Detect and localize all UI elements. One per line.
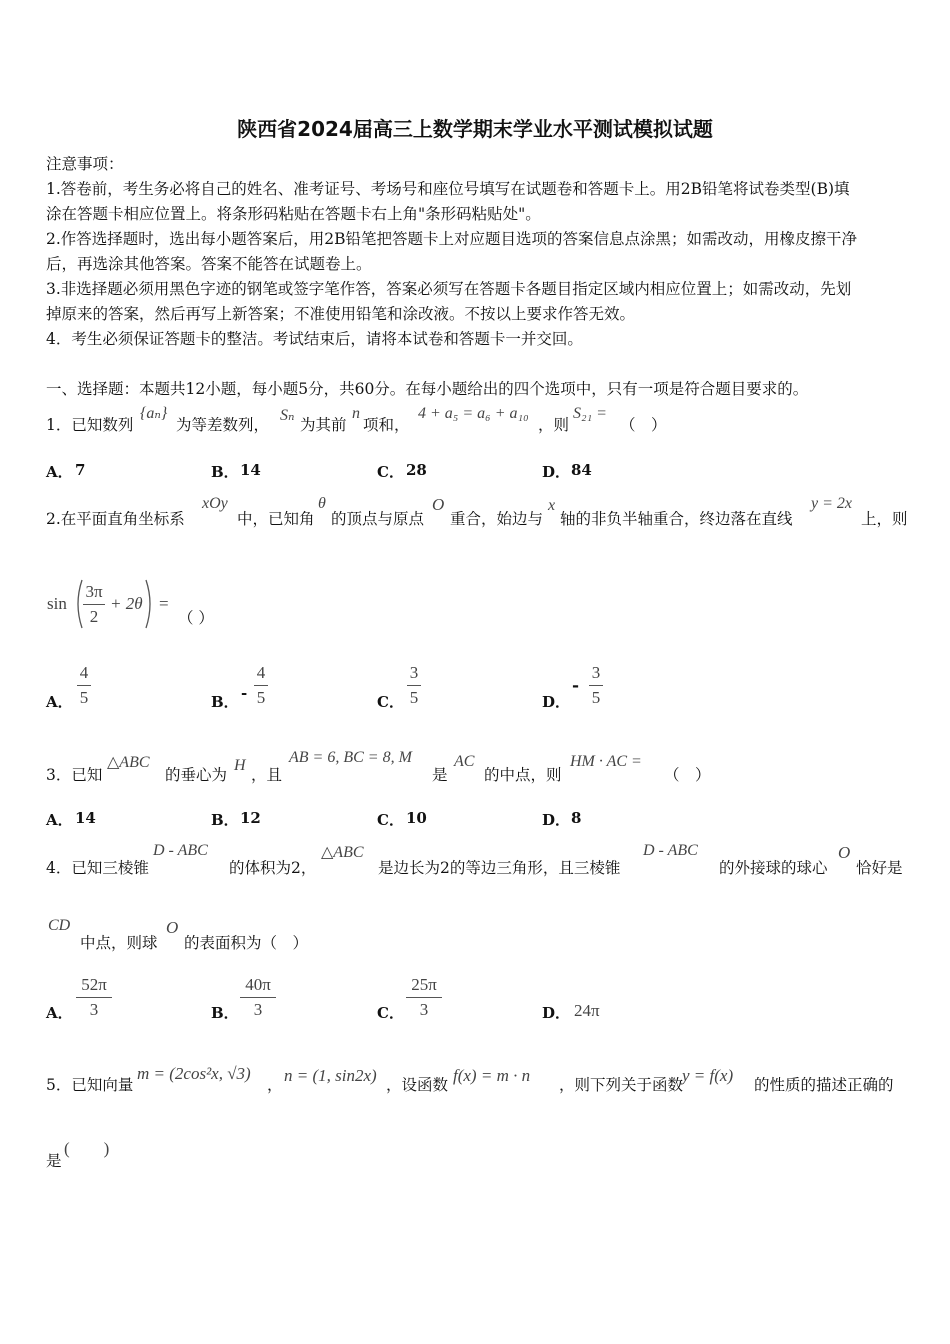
q3-option-c-value: 10 (406, 809, 427, 827)
q5-math-function: f(x) = m · n (453, 1066, 531, 1085)
q2-math-x: x (548, 497, 556, 514)
q1-option-d-value: 84 (571, 461, 592, 479)
q4-option-a-bar (76, 997, 112, 998)
q3-option-c-label: C． (377, 811, 404, 829)
q1-text-2: 为等差数列， (176, 416, 270, 434)
q2-option-d-den: 5 (591, 688, 601, 707)
q4-math-cd: CD (48, 917, 71, 934)
q3-math-lengths: AB = 6, BC = 8, M (289, 749, 412, 766)
q1-answer-paren: （ ） (620, 416, 667, 434)
notice-item-1-line-1: 1.答卷前，考生务必将自己的姓名、准考证号、考场号和座位号填写在试题卷和答题卡上。用2B铅笔将试卷类型(B)填 (46, 180, 850, 198)
q2-option-b-fraction (254, 663, 268, 708)
q5-text-6: 是 (46, 1152, 62, 1170)
q1-option-c-value: 28 (406, 461, 427, 479)
q3-text-2: 的垂心为 (165, 766, 228, 784)
page-title: 陕西省2024届高三上数学期末学业水平测试模拟试题 (237, 117, 713, 141)
q1-option-a-value: 7 (75, 461, 86, 479)
q3-answer-paren: （ ） (664, 766, 711, 784)
q3-text-3: ，且 (251, 766, 283, 784)
q1-math-n: n (352, 405, 360, 422)
q2-plus-2theta: + 2θ (110, 594, 143, 613)
q3-option-d-value: 8 (571, 809, 582, 827)
q3-option-a-value: 14 (75, 809, 96, 827)
q1-math-equation: 4 + a₅ = a₆ + a₁₀ (418, 405, 529, 422)
q5-text-1: 5．已知向量 (46, 1076, 134, 1094)
q2-option-d-label: D． (542, 693, 571, 711)
q2-equals: = (159, 594, 169, 613)
q3-text-4: 是 (432, 766, 448, 784)
q4-text-7: 的表面积为（ ） (184, 934, 309, 952)
q2-option-a-label: A． (46, 693, 73, 711)
q4-option-d-label: D． (542, 1004, 571, 1022)
q2-fraction (83, 582, 105, 627)
q1-option-c-label: C． (377, 463, 404, 481)
q1-math-sequence: {aₙ} (140, 405, 168, 422)
q3-math-h: H (234, 757, 246, 774)
q2-option-a-bar (77, 685, 91, 686)
q2-option-a-num: 4 (79, 663, 89, 682)
q4-option-c-bar (406, 997, 442, 998)
q5-math-y: y = f(x) (682, 1066, 734, 1085)
q4-text-6: 中点，则球 (80, 934, 158, 952)
q4-option-a-label: A． (46, 1004, 73, 1022)
q4-option-b-num: 40π (245, 975, 271, 994)
notice-item-3-line-2: 掉原来的答案，然后再写上新答案；不准使用铅笔和涂改液。不按以上要求作答无效。 (46, 305, 636, 323)
q5-text-4: ，则下列关于函数 (559, 1076, 684, 1094)
q4-math-tetrahedron-2: D - ABC (643, 842, 698, 859)
q3-math-dot-product: HM · AC = (570, 753, 642, 770)
q2-fraction-bar (83, 604, 105, 605)
q5-math-vector-n: n = (1, sin2x) (284, 1066, 377, 1085)
q1-math-s21: S₂₁ = (573, 405, 607, 422)
q2-option-c-num: 3 (409, 663, 419, 682)
q3-math-ac: AC (454, 753, 475, 770)
q4-option-c-num: 25π (411, 975, 437, 994)
q2-option-c-bar (407, 685, 421, 686)
q2-math-line: y = 2x (811, 495, 852, 512)
q2-sin: sin (47, 594, 67, 613)
q3-option-b-value: 12 (240, 809, 261, 827)
q4-text-2: 的体积为2， (229, 859, 317, 877)
q2-fraction-num: 3π (85, 582, 103, 601)
q3-option-a-label: A． (46, 811, 73, 829)
q2-math-o: O (432, 495, 445, 514)
q2-option-d-num: 3 (591, 663, 601, 682)
q1-text-3: 为其前 (300, 416, 347, 434)
q4-math-o-2: O (166, 918, 179, 937)
q5-text-5: 的性质的描述正确的 (754, 1076, 894, 1094)
q2-option-d-sign: - (572, 676, 580, 696)
q4-option-c-label: C． (377, 1004, 404, 1022)
q4-option-c-fraction (406, 975, 442, 1020)
q4-text-5: 恰好是 (856, 859, 903, 877)
q2-text-5: 轴的非负半轴重合，终边落在直线 (560, 510, 793, 528)
q1-text-1: 1．已知数列 (46, 416, 134, 434)
q5-text-3: ，设函数 (386, 1076, 449, 1094)
q2-text-2: 中，已知角 (237, 510, 315, 528)
q2-math-xoy: xOy (202, 495, 228, 512)
q2-option-b-label: B． (211, 693, 239, 711)
q2-option-c-den: 5 (409, 688, 419, 707)
q2-option-d-fraction (589, 663, 603, 708)
q2-text-3: 的顶点与原点 (331, 510, 425, 528)
q2-math-theta: θ (318, 495, 326, 512)
q3-text-5: 的中点，则 (484, 766, 562, 784)
q1-option-b-label: B． (211, 463, 239, 481)
q2-option-b-den: 5 (256, 688, 266, 707)
q1-text-5: ，则 (538, 416, 570, 434)
q4-text-4: 的外接球的球心 (719, 859, 828, 877)
q4-option-b-label: B． (211, 1004, 239, 1022)
q2-option-c-fraction (407, 663, 421, 708)
q4-option-b-den: 3 (253, 1000, 263, 1019)
q4-option-b-fraction (240, 975, 276, 1020)
q5-answer-paren: ( ) (64, 1139, 110, 1158)
q2-option-a-den: 5 (79, 688, 89, 707)
q2-option-b-num: 4 (256, 663, 266, 682)
notice-item-1-line-2: 涂在答题卡相应位置上。将条形码粘贴在答题卡右上角"条形码粘贴处"。 (46, 205, 541, 223)
q2-option-c-label: C． (377, 693, 404, 711)
q2-text-1: 2.在平面直角坐标系 (46, 510, 185, 528)
notice-item-2-line-1: 2.作答选择题时，选出每小题答案后，用2B铅笔把答题卡上对应题目选项的答案信息点涂黑；如需改动，用橡皮擦干净 (46, 230, 858, 248)
q4-option-a-fraction (76, 975, 112, 1020)
q4-text-3: 是边长为2的等边三角形，且三棱锥 (378, 859, 621, 877)
q2-text-6: 上，则 (861, 510, 908, 528)
q2-right-paren (144, 578, 156, 630)
notice-item-4: 4．考生必须保证答题卡的整洁。考试结束后，请将本试卷和答题卡一并交回。 (46, 330, 583, 348)
q4-math-tetrahedron: D - ABC (153, 842, 208, 859)
q2-answer-paren: （ ） (178, 609, 214, 627)
q3-text-1: 3．已知 (46, 766, 103, 784)
q1-option-b-value: 14 (240, 461, 261, 479)
section-heading: 一、选择题：本题共12小题，每小题5分，共60分。在每小题给出的四个选项中，只有一项是符合题目要求的。 (46, 380, 809, 398)
q2-option-a-fraction (77, 663, 91, 708)
q4-option-a-num: 52π (81, 975, 107, 994)
q1-math-sn: Sₙ (280, 407, 295, 424)
q4-math-o: O (838, 843, 851, 862)
q3-math-triangle: △ABC (107, 754, 150, 771)
notice-item-3-line-1: 3.非选择题必须用黑色字迹的钢笔或签字笔作答，答案必须写在答题卡各题目指定区域内相应位置上；如需改动，先划 (46, 280, 852, 298)
q2-option-b-sign: - (241, 684, 248, 702)
q4-text-1: 4．已知三棱锥 (46, 859, 149, 877)
notice-item-2-line-2: 后，再选涂其他答案。答案不能答在试题卷上。 (46, 255, 372, 273)
q4-math-triangle: △ABC (321, 844, 364, 861)
q4-option-c-den: 3 (419, 1000, 429, 1019)
q2-option-d-bar (589, 685, 603, 686)
q5-math-vector-m: m = (2cos²x, √3) (137, 1064, 251, 1083)
q1-option-d-label: D． (542, 463, 571, 481)
q4-option-b-bar (240, 997, 276, 998)
q1-text-4: 项和， (363, 416, 410, 434)
q2-text-4: 重合，始边与 (450, 510, 544, 528)
q1-option-a-label: A． (46, 463, 73, 481)
q4-option-d-value: 24π (574, 1001, 600, 1020)
q5-text-2: ， (267, 1076, 283, 1094)
q3-option-d-label: D． (542, 811, 571, 829)
q2-option-b-bar (254, 685, 268, 686)
q4-option-a-den: 3 (89, 1000, 99, 1019)
notice-heading: 注意事项： (46, 155, 124, 173)
q2-fraction-den: 2 (89, 607, 99, 626)
q3-option-b-label: B． (211, 811, 239, 829)
